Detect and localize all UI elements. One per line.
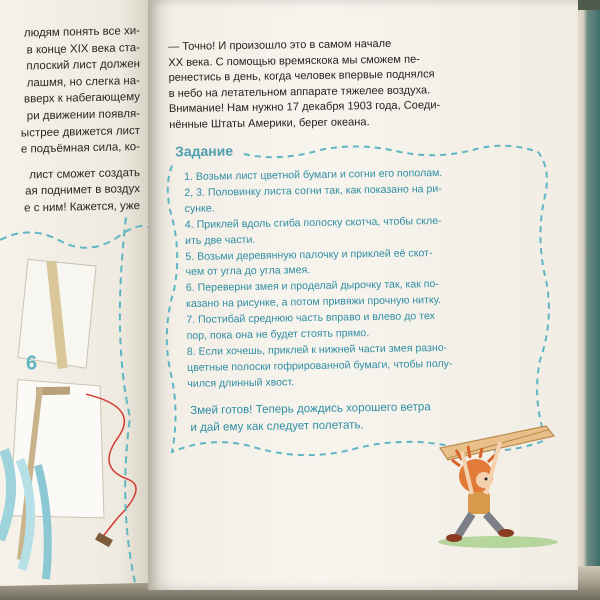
closing-line: Змей готов! Теперь дождись хорошего ветра xyxy=(190,400,431,417)
left-page-text xyxy=(0,23,140,217)
step-line: чился длинный хвост. xyxy=(187,376,295,390)
intro-line: — Точно! И произошло это в самом начале xyxy=(168,37,392,53)
step-line: казано на рисунке, а потом привяжи прочную нитку. xyxy=(186,294,441,311)
left-line: лашмя, но слегка на- xyxy=(26,74,140,90)
intro-line: нённые Штаты Америки, берег океана. xyxy=(169,116,370,131)
step-line: 5. Возьми деревянную палочку и приклей её скот- xyxy=(185,246,433,263)
step-line: пор, пока она не будет стоять прямо. xyxy=(186,327,370,343)
left-line: плоский лист должен xyxy=(26,58,140,73)
intro-line: ренестись в день, когда человек впервые поднялся xyxy=(168,68,435,85)
step-line: 8. Если хочешь, приклей к нижней части змея разно- xyxy=(186,341,448,358)
left-line: ая поднимет в воздух xyxy=(25,183,140,198)
step-line: 4. Приклей вдоль сгиба полоску скотча, чтобы скле- xyxy=(184,214,442,231)
intro-paragraph xyxy=(168,35,521,133)
left-page xyxy=(0,0,150,586)
step-line: 2, 3. Половинку листа согни так, как показано на ри- xyxy=(184,182,442,199)
left-line: лист сможет создать xyxy=(29,166,140,182)
intro-line: XX века. С помощью времяскока мы сможем пе- xyxy=(168,53,420,69)
left-line: е с ним! Кажется, уже xyxy=(24,200,140,215)
kite-icon xyxy=(10,258,104,560)
intro-line: в небо на летательном аппарате тяжелее воздуха. xyxy=(168,84,431,100)
task-steps xyxy=(184,165,527,393)
left-line: вверх к набегающему xyxy=(24,91,140,106)
figure-number: 6 xyxy=(26,352,38,375)
closing-text xyxy=(190,398,431,436)
left-line: е подъёмная сила, ко- xyxy=(20,141,140,156)
kite-illustration xyxy=(0,217,150,586)
step-line: чем от угла до угла змея. xyxy=(185,264,311,279)
step-line: 1. Возьми лист цветной бумаги и согни его пополам. xyxy=(184,166,443,183)
left-line: в конце XIX века ста- xyxy=(26,41,140,57)
step-line: цветные полоски гофрированной бумаги, чтобы полу- xyxy=(187,357,453,374)
closing-line: и дай ему как следует полетать. xyxy=(190,418,364,434)
step-line: сунке. xyxy=(184,202,215,215)
step-line: 6. Переверни змея и проделай дырочку так, как по- xyxy=(185,278,440,295)
task-title: Задание xyxy=(174,142,234,160)
left-line: людям понять все хи- xyxy=(23,25,140,40)
left-line: ри движении появля- xyxy=(26,108,140,123)
step-line: ить две части. xyxy=(185,233,256,247)
boy-with-kite-icon xyxy=(428,420,568,550)
left-line: ыстрее движется лист xyxy=(20,124,140,140)
step-line: 7. Постибай среднюю часть вправо и влево до тех xyxy=(186,310,435,327)
intro-line: Внимание! Нам нужно 17 декабря 1903 года, Соеди- xyxy=(168,99,441,116)
